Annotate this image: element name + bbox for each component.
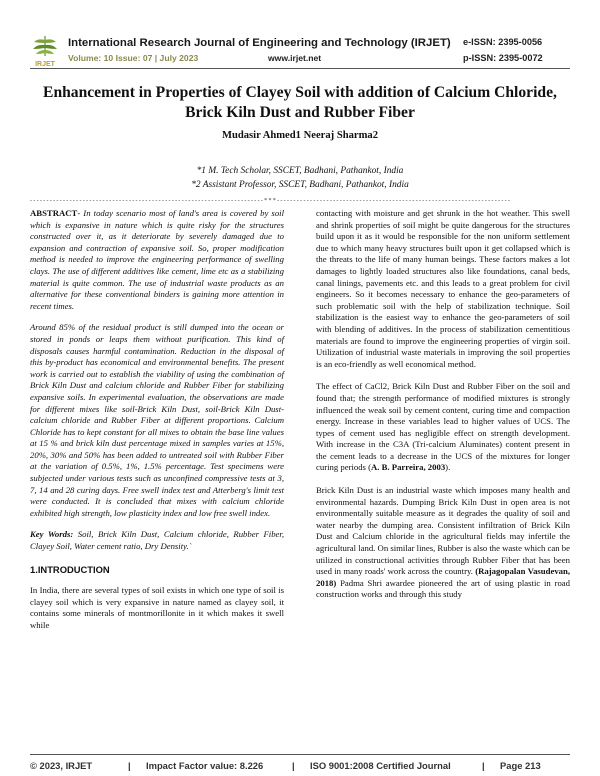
authors: Mudasir Ahmed1 Neeraj Sharma2 [221, 130, 379, 141]
footer-separator: | [292, 760, 295, 771]
footer-separator: | [482, 760, 485, 771]
footer-divider [30, 754, 570, 755]
right-paragraph-3 [316, 485, 570, 601]
keywords-text: Soil, Brick Kiln Dust, Calcium chloride, Rubber Fiber, Clayey Soil, Water cement ratio, Dry Density.` [30, 529, 284, 552]
intro-heading: 1.INTRODUCTION [30, 563, 110, 575]
footer-copyright: © 2023, IRJET [30, 760, 93, 771]
p2-end: ). [445, 462, 451, 473]
p-issn: p-ISSN: 2395-0072 [463, 53, 543, 63]
right-paragraph-1: contacting with moisture and get shrunk in the hot weather. This swell and shrink properties of soil might be quite dangerous for the structures build upon it as it would be responsible for the non uniform settlement due to which many heavy structures built upon it get collapsed which is the threats to the life of many human beings. These factors makes a lot damages to lightly loaded structures also like foundations, canal beds, canal linings, pavements etc. and this leads to a great problem for civil engineers. So it becomes necessary to enhance the geo-parameters of such problematic soil with the help of stabilization technique. Soil stabilization is the easiest way to enhance the geo-parameters of soil with blending of additives. In the process of stabilization cementitious materials are found to improve the engineering properties of virgin soil. Utilization of industrial waste materials in improving the soil properties is an eco-friendly as well economical method. [316, 208, 570, 369]
volume-issue: Volume: 10 Issue: 07 | July 2023 [68, 53, 199, 63]
abstract [30, 208, 284, 312]
abstract-text: - In today scenario most of land's area is covered by soil which is expansive in nature which is quite risky for the structures constructed over it, as it deteriorate by severely damaged due to expansion and contraction of expansive soil. So, proper modification method is needed to improve the engineering performance of swelling clays. The use of different additives like cement, lime etc as a stabilizing material is quite common. The use of industrial waste products as an alternative for these conventional binders is gaining more attention in recent times. [30, 208, 284, 311]
journal-title: International Research Journal of Engineering and Technology (IRJET) [68, 37, 451, 49]
footer-iso: ISO 9001:2008 Certified Journal [310, 760, 451, 771]
left-column [30, 208, 284, 643]
header-divider [30, 68, 570, 69]
journal-url[interactable]: www.irjet.net [268, 53, 322, 63]
p2-text: The effect of CaCl2, Brick Kiln Dust and Rubber Fiber on the soil and found that; the strength performance of modified mixtures is strongly influenced the weak soil by cement content, curing time and compaction energy. Increase in these variables lead to higher values of UCS. The types of cement used has negligible effect on strength development. With increase in the C3A (Tri-calcium Aluminates) content present in the cement leads to a decrease in the UCS of the mixtures for longer curing periods ( [316, 381, 570, 473]
keywords-label: Key Words: [30, 529, 74, 540]
section-separator: -----------------------------------------------------------------------***----------------------------------------------------------------------- [30, 198, 512, 204]
abstract-label: ABSTRACT [30, 208, 78, 218]
right-column [316, 208, 570, 612]
p3-text: Brick Kiln Dust is an industrial waste which imposes many health and environmental hazards. Dumping Brick Kiln Dust in open area is not environmentally suitable measure as it degrades the quality of soil and water nearby the dumping area. Consistent infiltration of Brick Kiln Dust and Calcium chloride in the agricultural fields may infertile the agricultural land. On similar lines, Rubber is also the waste which can be utilized in constructional activities through Rubber Fiber that has been used in many roads' work across the country. [316, 485, 570, 577]
affiliation-1: *1 M. Tech Scholar, SSCET, Badhani, Pathankot, India [196, 166, 404, 176]
keywords [30, 529, 284, 552]
intro-paragraph: In India, there are several types of soil exists in which one type of soil is clayey soil which is very expansive in nature named as clayey soil, it contains some minerals of montmorillonite in it which makes it swell while [30, 585, 284, 630]
e-issn: e-ISSN: 2395-0056 [463, 37, 543, 47]
footer-page: Page 213 [500, 760, 541, 771]
abstract-paragraph-2: Around 85% of the residual product is still dumped into the ocean or stored in ponds or leaps them without purification. This kind of disposals causes harmful contamination. Reduction in the disposal of this by-product has economical and environmental benefits. The present work is carried out to establish the viability of using the combination of Brick Kiln Dust and calcium chloride and Rubber Fiber for stabilizing expansive soils. In experimental evaluation, the observations are made for different mixes like soil-Brick Kiln Dust, soil-Brick Kiln Dust- calcium chloride and Rubber Fiber at different proportions. Calcium Chloride has to kept constant for all mixes to obtain the base line values at 15 % and brick kiln dust percentage mixed in samples varies at 15%, 20%, 30% and 50% has been added to untreated soil with Rubber Fiber at the variation of 0.5%, 1%, 1.5% percentage. Test specimens were subjected under various tests such as unconfined compressive tests at 3, 7, 14 and 28 curing days. Free swell index test and Atterberg's limit test were conducted. It is concluded that mixes with calcium chloride exhibited high strength, low plasticity index and low free swell index. [30, 322, 284, 518]
footer-separator: | [128, 760, 131, 771]
irjet-logo [30, 34, 60, 68]
citation-vasudevan: (Rajagopalan Vasudevan, 2018) [316, 566, 571, 588]
affiliation-2: *2 Assistant Professor, SSCET, Badhani, Pathankot, India [191, 180, 409, 190]
right-paragraph-2 [316, 381, 570, 474]
paper-title: Enhancement in Properties of Clayey Soil with addition of Calcium Chloride, Brick Kiln Dust and Rubber Fiber [43, 84, 557, 121]
svg-text:IRJET: IRJET [35, 61, 55, 68]
citation-parreira: A. B. Parreira, 2003 [371, 462, 446, 473]
p3-end: Padma Shri awardee pioneered the art of using plastic in road construction works and through this study [316, 577, 570, 600]
footer-impact: Impact Factor value: 8.226 [146, 760, 264, 771]
